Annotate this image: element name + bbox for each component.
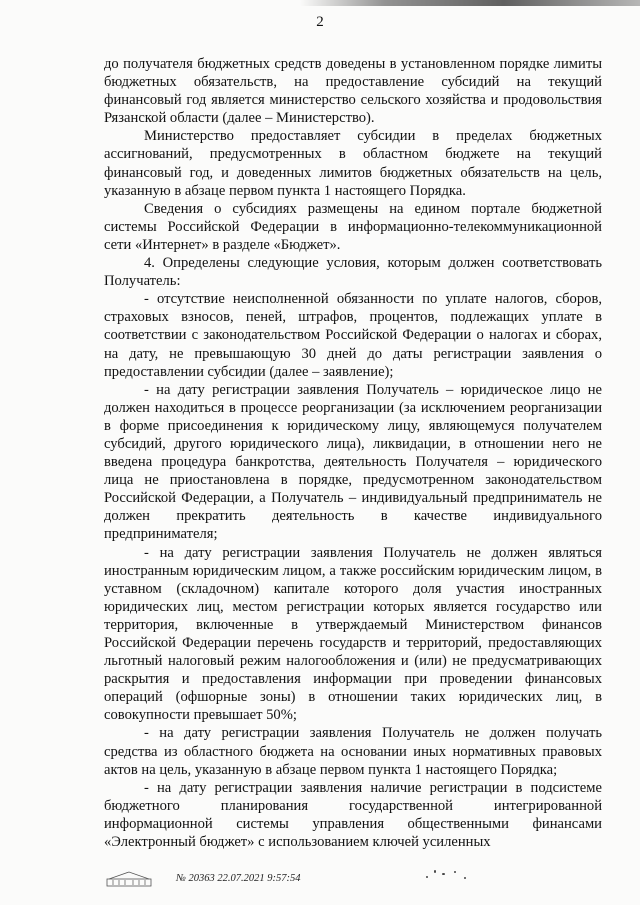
building-stamp-icon: [104, 868, 154, 888]
list-item: - отсутствие неисполненной обязанности по уплате налогов, сборов, страховых взносов, пеней, штрафов, процентов, подлежащих уплате в соответствии с законодательством Российской Федерации о налогах и сборах, на дату, не превышающую 30 дней до даты регистрации заявления о предоставлении субсидии (далее – заявление);: [104, 291, 602, 380]
list-item: - на дату регистрации заявления наличие регистрации в подсистеме бюджетного планирования государственной интегрированной информационной системы управления общественными финансами «Электронный бюджет» с использованием ключей усиленных: [104, 779, 602, 851]
paragraph: Сведения о субсидиях размещены на едином портале бюджетной системы Российской Федерации в информационно-телекоммуникационной сети «Интернет» в разделе «Бюджет».: [104, 200, 602, 253]
scan-edge: [300, 0, 640, 6]
scan-specks: [420, 862, 480, 886]
list-item: - на дату регистрации заявления Получатель – юридическое лицо не должен находиться в процессе реорганизации (за исключением реорганизации в форме присоединения к юридическому лицу, являющемуся получателем субсидий, другого юридического лица), ликвидации, в отношении него не введена процедура банкротства, деятельность Получателя – юридического лица не приостановлена в порядке, предусмотренном законодательством Российской Федерации, а Получатель – индивидуальный предприниматель не должен прекратить деятельность в качестве индивидуального предпринимателя;: [104, 381, 602, 543]
list-item: - на дату регистрации заявления Получатель не должен получать средства из областного бюджета на основании иных нормативных правовых актов на цель, указанную в абзаце первом пункта 1 настоящего Порядка;: [104, 725, 602, 778]
paragraph: Министерство предоставляет субсидии в пределах бюджетных ассигнований, предусмотренных в областном бюджете на текущий финансовый год, и доведенных лимитов бюджетных обязательств на цель, указанную в абзаце первом пункта 1 настоящего Порядка.: [104, 128, 602, 199]
document-body: [104, 55, 602, 851]
document-id: № 20363 22.07.2021 9:57:54: [176, 873, 301, 884]
page-number: 2: [316, 14, 324, 30]
paragraph: 4. Определены следующие условия, которым должен соответствовать Получатель:: [104, 255, 602, 290]
list-item: - на дату регистрации заявления Получатель не должен являться иностранным юридическим лицом, а также российским юридическим лицом, в уставном (складочном) капитале которого доля участия иностранных юридических лиц, местом регистрации которых является государство или территория, включенные в утверждаемый Министерством финансов Российской Федерации перечень государств и территорий, предоставляющих льготный налоговый режим налогообложения и (или) не предусматривающих раскрытия и предоставления информации при проведении финансовых операций (офшорные зоны) в отношении таких юридических лиц, в совокупности превышает 50%;: [104, 544, 602, 724]
footer: [104, 868, 364, 892]
paragraph: до получателя бюджетных средств доведены в установленном порядке лимиты бюджетных обязательств, на предоставление субсидий на текущий финансовый год является министерство сельского хозяйства и продовольствия Рязанской области (далее – Министерство).: [104, 56, 602, 127]
